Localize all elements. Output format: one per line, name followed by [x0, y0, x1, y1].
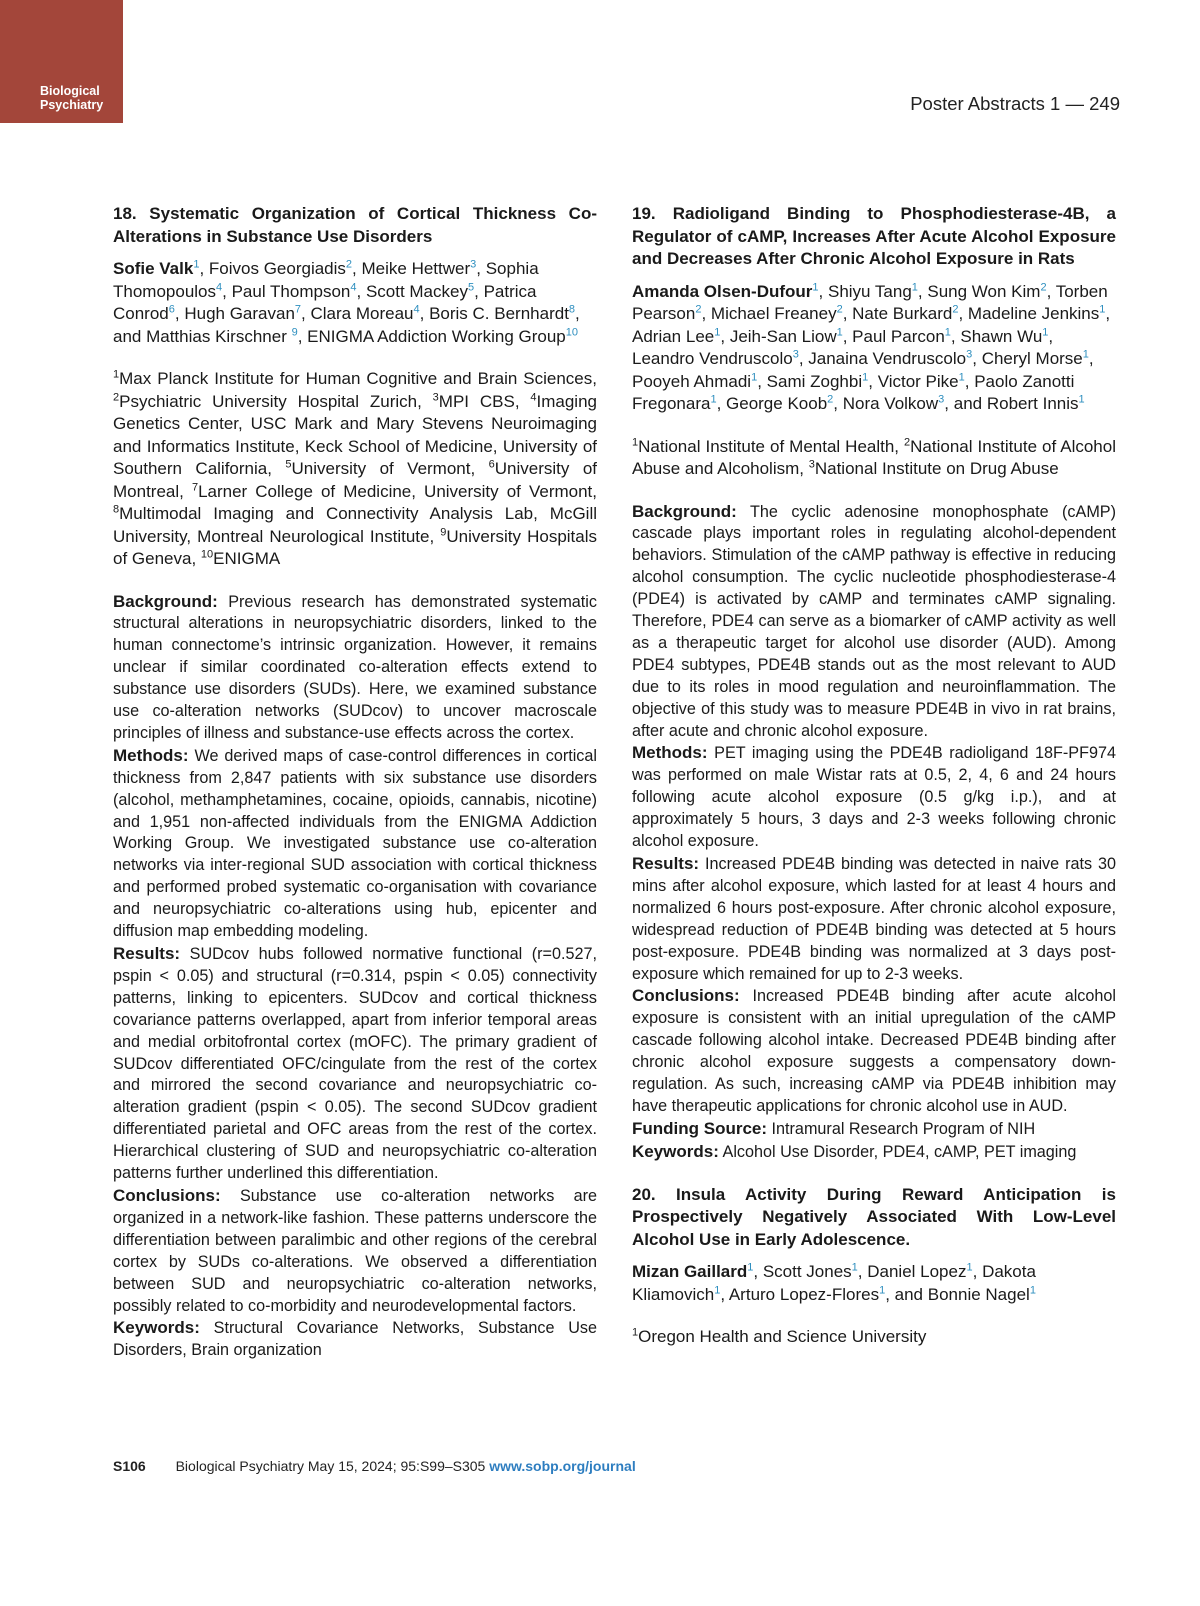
left-column [113, 203, 597, 1382]
author-name: Scott Jones [762, 1262, 852, 1282]
affiliation-text: Oregon Health and Science University [638, 1327, 927, 1347]
author-affiliation-marker: 1 [1099, 303, 1106, 316]
abstract-section [632, 853, 1116, 985]
author-separator: , [1088, 349, 1094, 368]
affiliations [113, 368, 597, 571]
author-name: Shawn Wu [960, 326, 1043, 346]
author-affiliation-marker: 1 [714, 1284, 721, 1297]
author-name: George Koob [726, 394, 828, 413]
author-separator: , [474, 281, 484, 301]
journal-link[interactable]: www.sobp.org/journal [489, 1458, 636, 1474]
author-affiliation-marker: 1 [751, 370, 758, 383]
author-separator: , [868, 371, 878, 391]
author-separator: , [950, 326, 961, 346]
affiliation-text: Larner College of Medicine, University of Vermont, [198, 481, 597, 501]
author-separator: , [297, 326, 308, 346]
affiliations [632, 436, 1116, 481]
abstract-18 [113, 203, 597, 1382]
author-separator: , [842, 304, 853, 323]
logo-line-1: Biological [40, 84, 100, 98]
author-separator: , [419, 304, 430, 323]
section-label: Conclusions: [632, 986, 740, 1006]
author-separator: , [818, 281, 828, 301]
author-affiliation-marker: 3 [792, 348, 799, 361]
author-separator: , [222, 281, 232, 301]
author-affiliation-marker: 1 [193, 258, 200, 271]
author-separator: , [701, 304, 711, 323]
author-name: Patrica Conrod [113, 281, 537, 323]
affiliation-text: ENIGMA [213, 549, 281, 568]
author-affiliation-marker: 1 [1078, 393, 1085, 406]
author-name: Bonnie Nagel [927, 1284, 1030, 1304]
journal-logo-text [40, 84, 103, 112]
author-name: Jeih-San Liow [729, 326, 837, 346]
affiliation-text: Max Planck Institute for Human Cognitive and Brain Sciences, [119, 369, 597, 388]
section-label: Results: [632, 854, 700, 873]
section-text: Previous research has demonstrated systematic structural alterations in neuropsychiatric disorders, linked to the human connectome’s intrinsic organization. However, it remains unclear if similar coordinated co-alteration effects extend to substance use disorders (SUDs). Here, we examined substance use co-alteration networks (SUDcov) to uncover macroscale principles of illness and substance-use effects across the cortex. [113, 592, 597, 742]
author-affiliation-marker: 2 [345, 258, 353, 271]
affiliation-number: 8 [113, 503, 120, 516]
author-name: Mizan Gaillard [632, 1262, 748, 1282]
author-affiliation-marker: 1 [911, 280, 918, 293]
author-affiliation-marker: 4 [216, 280, 223, 293]
logo-line-2: Psychiatry [40, 98, 104, 112]
section-text: Increased PDE4B binding after acute alcohol exposure is consistent with an initial upregulation of the cAMP cascade following alcohol intake. Decreased PDE4B binding after chronic alcohol exposure suggests a compensatory down-regulation. As such, increasing cAMP via PDE4B inhibition may have therapeutic applications for chronic alcohol use in AUD. [632, 987, 1116, 1115]
section-text: PET imaging using the PDE4B radioligand 18F-PF974 was performed on male Wistar rats at 0.5, 2, 4, 6 and 24 hours following acute alcohol exposure (0.5 g/kg i.p.), and at approximately 5 hours, 3 days and 2-3 weeks following chronic alcohol exposure. [632, 744, 1116, 851]
author-name: Paul Parcon [852, 326, 945, 346]
section-text: Increased PDE4B binding was detected in naive rats 30 mins after alcohol exposure, which lasted for at least 4 hours and normalized 6 hours post-exposure. After chronic alcohol exposure, widespread reduction of PDE4B binding was detected at 5 hours post-exposure. PDE4B binding was normalized at 3 days post-exposure which remained for up to 2-3 weeks. [632, 855, 1116, 983]
abstract-spacer [632, 1164, 1116, 1184]
author-affiliation-marker: 1 [836, 325, 843, 338]
author-affiliation-marker: 1 [1082, 348, 1089, 361]
affiliation-text: National Institute of Mental Health, [638, 436, 905, 456]
author-affiliation-marker: 1 [714, 325, 721, 338]
author-affiliation-marker: 3 [938, 393, 945, 406]
right-column [632, 203, 1116, 1369]
abstract-section [632, 985, 1116, 1117]
author-separator: , [964, 371, 975, 391]
author-separator: , [356, 281, 366, 301]
author-name: Paul Thompson [231, 281, 351, 301]
author-separator: , [174, 304, 185, 323]
author-affiliation-marker: 1 [879, 1284, 886, 1297]
author-separator: , [716, 394, 727, 413]
affiliation-text: University Hospitals of Geneva, [113, 526, 598, 568]
section-text: Substance use co-alteration networks are organized in a network-like fashion. These patterns underscore the differentiation between paralimbic and other regions of the cerebral cortex by SUDs co-alterations. We observed a differentiation between SUD and neuropsychiatric co-alteration networks, possibly related to co-morbidity and neurodevelopmental factors. [113, 1186, 597, 1315]
abstract-title: 19. Radioligand Binding to Phosphodiesterase-4B, a Regulator of cAMP, Increases After Acute Alcohol Exposure and Decreases After Chronic Alcohol Exposure in Rats [632, 204, 1116, 268]
affiliation-number: 10 [200, 548, 214, 561]
author-affiliation-marker: 2 [1040, 280, 1047, 293]
affiliation-text: Psychiatric University Hospital Zurich, [119, 391, 433, 411]
section-text: Alcohol Use Disorder, PDE4, cAMP, PET imaging [722, 1142, 1077, 1161]
section-label: Results: [113, 944, 181, 963]
abstract-section [632, 742, 1116, 853]
author-separator: , [301, 304, 311, 323]
author-separator: , [958, 304, 968, 323]
section-text: We derived maps of case-control differences in cortical thickness from 2,847 patients with six substance use disorders (alcohol, methamphetamines, cocaine, opioids, cannabis, nicotine) and 1,951 non-affected individuals from the ENIGMA Addiction Working Group. We investigated substance use co-alteration networks via inter-regional SUD association with cortical thickness and performed probed systematic co-organisation with covariance and neuropsychiatric co-alterations using hub, epicenter and diffusion map embedding modeling. [113, 746, 597, 941]
author-affiliation-marker: 4 [413, 303, 420, 316]
author-name: Dakota Kliamovich [632, 1262, 1036, 1304]
author-name: Matthias Kirschner [146, 326, 292, 346]
running-head: Poster Abstracts 1 — 249 [910, 93, 1120, 114]
author-name: Sophia Thomopoulos [113, 259, 539, 301]
page-footer [113, 1458, 636, 1474]
affiliation-text: University of Montreal, [113, 459, 597, 501]
author-separator: , [753, 1262, 763, 1282]
author-affiliation-marker: 6 [168, 303, 175, 316]
author-affiliation-marker: 1 [710, 393, 717, 406]
author-affiliation-marker: 1 [747, 1261, 754, 1274]
affiliations [632, 1326, 1116, 1349]
author-name: ENIGMA Addiction Working Group [307, 326, 566, 346]
abstract-spacer [113, 1362, 597, 1382]
author-name: Paolo Zanotti Fregonara [632, 371, 1075, 413]
section-text: Structural Covariance Networks, Substance Use Disorders, Brain organization [113, 1319, 598, 1360]
author-separator: , [917, 281, 928, 301]
author-affiliation-marker: 2 [952, 303, 959, 316]
author-separator: , [1046, 281, 1056, 301]
section-label: Background: [632, 501, 737, 521]
author-name: Shiyu Tang [827, 281, 912, 301]
author-name: Clara Moreau [310, 304, 414, 323]
author-separator: , [720, 1284, 729, 1304]
section-label: Methods: [113, 745, 189, 765]
author-name: Victor Pike [877, 371, 959, 391]
author-affiliation-marker: 1 [966, 1261, 973, 1274]
affiliation-number: 1 [113, 368, 120, 381]
author-affiliation-marker: 4 [350, 280, 357, 293]
author-name: Pooyeh Ahmadi [632, 371, 752, 391]
author-name: Michael Freaney [710, 304, 837, 323]
abstract-section [113, 1185, 597, 1317]
author-affiliation-marker: 1 [812, 280, 819, 293]
affiliation-text: University of Vermont, [291, 459, 489, 478]
author-affiliation-marker: 2 [836, 303, 843, 316]
section-label: Keywords: [632, 1141, 719, 1161]
section-label: Methods: [632, 743, 708, 763]
affiliation-number: 3 [432, 390, 439, 403]
author-name: Daniel Lopez [867, 1262, 967, 1282]
author-affiliation-marker: 9 [291, 325, 298, 338]
section-label: Funding Source: [632, 1118, 768, 1138]
author-separator: , and [885, 1284, 928, 1304]
author-name: Sung Won Kim [927, 281, 1041, 301]
author-separator: , [798, 349, 809, 368]
author-name: Robert Innis [986, 394, 1079, 413]
section-label: Keywords: [113, 1318, 200, 1338]
abstract-section [113, 745, 597, 943]
affiliation-text: National Institute of Alcohol Abuse and Alcoholism, [632, 436, 1116, 478]
author-separator: , [857, 1262, 868, 1282]
abstract-section [113, 943, 597, 1185]
abstract-section [113, 1317, 597, 1362]
author-affiliation-marker: 10 [565, 325, 578, 338]
author-name: Scott Mackey [365, 281, 468, 301]
author-separator: , [199, 259, 209, 278]
abstract-section [632, 1118, 1116, 1141]
author-affiliation-marker: 1 [862, 370, 869, 383]
author-affiliation-marker: 3 [470, 258, 477, 271]
affiliation-text: National Institute on Drug Abuse [814, 459, 1059, 478]
author-separator: , [757, 371, 767, 391]
author-separator: , [1105, 304, 1111, 323]
abstract-section [632, 1141, 1116, 1164]
author-name: Torben Pearson [632, 281, 1108, 323]
author-affiliation-marker: 1 [958, 370, 965, 383]
author-name: Meike Hettwer [361, 259, 471, 278]
footer-citation: Biological Psychiatry May 15, 2024; 95:S99–S305 [175, 1458, 490, 1474]
author-name: Cheryl Morse [981, 349, 1083, 368]
author-affiliation-marker: 1 [1042, 325, 1049, 338]
author-name: Arturo Lopez-Flores [728, 1284, 880, 1304]
section-text: The cyclic adenosine monophosphate (cAMP) cascade plays important roles in regulating alcohol-dependent behaviors. Stimulation of the cAMP pathway is effective in reducing alcohol consumption. The cyclic nucleotide phosphodiesterase-4 (PDE4) is activated by cAMP and terminates cAMP signaling. Therefore, PDE4 can serve as a biomarker of cAMP activity as well as a therapeutic target for alcohol use disorder (AUD). Among PDE4 subtypes, PDE4B stands out as the most relevant to AUD due to its roles in mood regulation and neuroinflammation. The objective of this study was to measure PDE4B in vivo in rat brains, after acute and chronic alcohol exposure. [632, 502, 1116, 740]
abstract-section [113, 591, 597, 745]
affiliation-number: 2 [904, 435, 911, 448]
abstract-section [632, 501, 1116, 743]
author-affiliation-marker: 2 [695, 303, 702, 316]
author-affiliation-marker: 1 [851, 1261, 858, 1274]
author-list [113, 258, 597, 348]
section-text: Intramural Research Program of NIH [771, 1119, 1036, 1138]
author-separator: , [833, 394, 843, 413]
author-name: Leandro Vendruscolo [632, 349, 793, 368]
author-separator: , [1048, 326, 1054, 346]
author-separator: , [476, 259, 486, 278]
affiliation-number: 4 [530, 390, 537, 403]
author-separator: , [352, 259, 362, 278]
author-affiliation-marker: 7 [294, 303, 302, 316]
author-name: Janaina Vendruscolo [808, 349, 967, 368]
abstract-20 [632, 1184, 1116, 1349]
author-name: Amanda Olsen-Dufour [632, 281, 813, 301]
author-separator: , [842, 326, 853, 346]
section-label: Background: [113, 591, 218, 611]
affiliation-number: 5 [285, 458, 292, 471]
author-name: Madeline Jenkins [967, 304, 1100, 323]
abstract-title: 20. Insula Activity During Reward Anticipation is Prospectively Negatively Associated With Low-Level Alcohol Use in Early Adolescence. [632, 1184, 1116, 1249]
affiliation-number: 1 [632, 435, 639, 448]
affiliation-number: 1 [632, 1326, 639, 1339]
author-list [632, 281, 1116, 416]
author-separator: , [972, 349, 982, 368]
affiliation-number: 2 [113, 390, 120, 403]
author-name: Adrian Lee [632, 326, 715, 346]
author-name: Foivos Georgiadis [208, 259, 346, 278]
affiliation-number: 7 [191, 480, 199, 493]
abstract-19 [632, 203, 1116, 1184]
author-separator: , and [113, 304, 580, 346]
page-number: S106 [113, 1458, 146, 1474]
author-affiliation-marker: 1 [944, 325, 951, 338]
affiliation-number: 9 [440, 525, 447, 538]
author-affiliation-marker: 1 [1029, 1284, 1036, 1297]
author-name: Nate Burkard [852, 304, 953, 323]
author-affiliation-marker: 2 [827, 393, 834, 406]
author-separator: , [720, 326, 730, 346]
affiliation-text: MPI CBS, [438, 391, 531, 411]
section-text: SUDcov hubs followed normative functional (r=0.527, pspin < 0.05) and structural (r=0.314, pspin < 0.05) connectivity patterns, linking to epicenters. SUDcov and cortical thickness covariance patterns overlapped, apart from inferior temporal areas and medial orbitofrontal cortex (mOFC). The primary gradient of SUDcov differentiated OFC/cingulate from the rest of the cortex and mirrored the second covariance and neuropsychiatric co-alteration gradient (pspin < 0.05). The second SUDcov gradient differentiated parietal and OFC areas from the rest of the cortex. Hierarchical clustering of SUD and neuropsychiatric co-alteration patterns further underlined this differentiation. [113, 945, 597, 1183]
author-name: Nora Volkow [842, 394, 939, 413]
abstract-title: 18. Systematic Organization of Cortical Thickness Co-Alterations in Substance Use Disorders [113, 204, 597, 246]
author-affiliation-marker: 8 [568, 303, 576, 316]
author-affiliation-marker: 3 [966, 348, 973, 361]
affiliation-number: 6 [488, 458, 495, 471]
affiliation-text: Multimodal Imaging and Connectivity Analysis Lab, McGill University, Montreal Neurological Institute, [113, 504, 597, 546]
author-name: Sami Zoghbi [766, 371, 863, 391]
author-affiliation-marker: 5 [467, 280, 475, 293]
author-separator: , and [944, 394, 987, 413]
section-label: Conclusions: [113, 1185, 221, 1205]
author-name: Boris C. Bernhardt [429, 304, 569, 323]
author-name: Sofie Valk [113, 259, 194, 278]
author-separator: , [972, 1262, 983, 1282]
author-name: Hugh Garavan [184, 304, 295, 323]
affiliation-text: Imaging Genetics Center, USC Mark and Mary Stevens Neuroimaging and Informatics Institute, Keck School of Medicine, University of Southern California, [113, 391, 597, 478]
author-list [632, 1261, 1116, 1306]
affiliation-number: 3 [808, 458, 815, 471]
